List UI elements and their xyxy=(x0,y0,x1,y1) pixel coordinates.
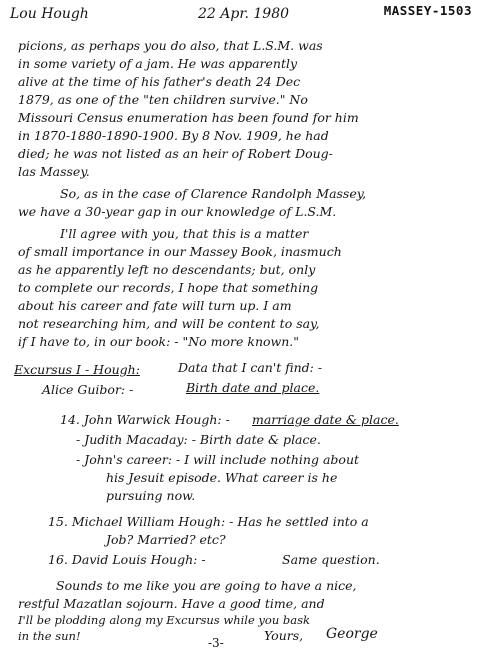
body-line: I'll agree with you, that this is a matter xyxy=(60,226,309,241)
excursus-alice: Alice Guibor: - xyxy=(42,382,134,397)
body-line: picions, as perhaps you do also, that L.S.M. was xyxy=(18,38,323,53)
excursus-alice-note: Birth date and place. xyxy=(186,380,320,395)
excursus-item-14: 14. John Warwick Hough: - xyxy=(60,412,230,427)
file-stamp: MASSEY-1503 xyxy=(383,3,472,18)
body-line: to complete our records, I hope that something xyxy=(18,280,319,295)
signature-name: George xyxy=(326,626,378,642)
body-line: las Massey. xyxy=(18,164,90,179)
closing-line: restful Mazatlan sojourn. Have a good time, and xyxy=(18,596,325,611)
body-line: if I have to, in our book: - "No more known." xyxy=(18,334,300,349)
excursus-career-line: - John's career: - I will include nothing about xyxy=(76,452,360,467)
body-line: of small importance in our Massey Book, inasmuch xyxy=(18,244,342,259)
signature-valediction: Yours, xyxy=(264,628,304,643)
body-line: died; he was not listed as an heir of Robert Doug- xyxy=(18,146,333,161)
body-line: as he apparently left no descendants; but, only xyxy=(18,262,316,277)
excursus-career-line: his Jesuit episode. What career is he xyxy=(106,470,338,485)
body-line: about his career and fate will turn up. I am xyxy=(18,298,292,313)
recipient-name: Lou Hough xyxy=(10,6,89,22)
excursus-item-15: 15. Michael William Hough: - Has he settled into a xyxy=(48,514,369,529)
body-line: not researching him, and will be content to say, xyxy=(18,316,320,331)
closing-line: Sounds to me like you are going to have a nice, xyxy=(56,578,357,593)
body-line: So, as in the case of Clarence Randolph Massey, xyxy=(60,186,367,201)
excursus-heading: Excursus I - Hough: xyxy=(14,362,140,377)
body-line: in 1870-1880-1890-1900. By 8 Nov. 1909, he had xyxy=(18,128,329,143)
page-number: -3- xyxy=(208,636,224,650)
excursus-item-14-note: marriage date & place. xyxy=(252,412,399,427)
excursus-heading-note: Data that I can't find: - xyxy=(178,360,323,375)
closing-line: I'll be plodding along my Excursus while you bask xyxy=(18,613,310,627)
letter-date: 22 Apr. 1980 xyxy=(198,6,290,22)
body-line: Missouri Census enumeration has been found for him xyxy=(18,110,359,125)
excursus-item-15-cont: Job? Married? etc? xyxy=(106,532,226,547)
body-line: in some variety of a jam. He was apparently xyxy=(18,56,298,71)
body-line: alive at the time of his father's death 24 Dec xyxy=(18,74,301,89)
excursus-career-line: pursuing now. xyxy=(106,488,196,503)
excursus-judith: - Judith Macaday: - Birth date & place. xyxy=(76,432,321,447)
excursus-item-16: 16. David Louis Hough: - xyxy=(48,552,206,567)
body-line: 1879, as one of the "ten children survive." No xyxy=(18,92,308,107)
excursus-item-16-note: Same question. xyxy=(282,552,380,567)
body-line: we have a 30-year gap in our knowledge of L.S.M. xyxy=(18,204,337,219)
closing-line: in the sun! xyxy=(18,629,81,643)
